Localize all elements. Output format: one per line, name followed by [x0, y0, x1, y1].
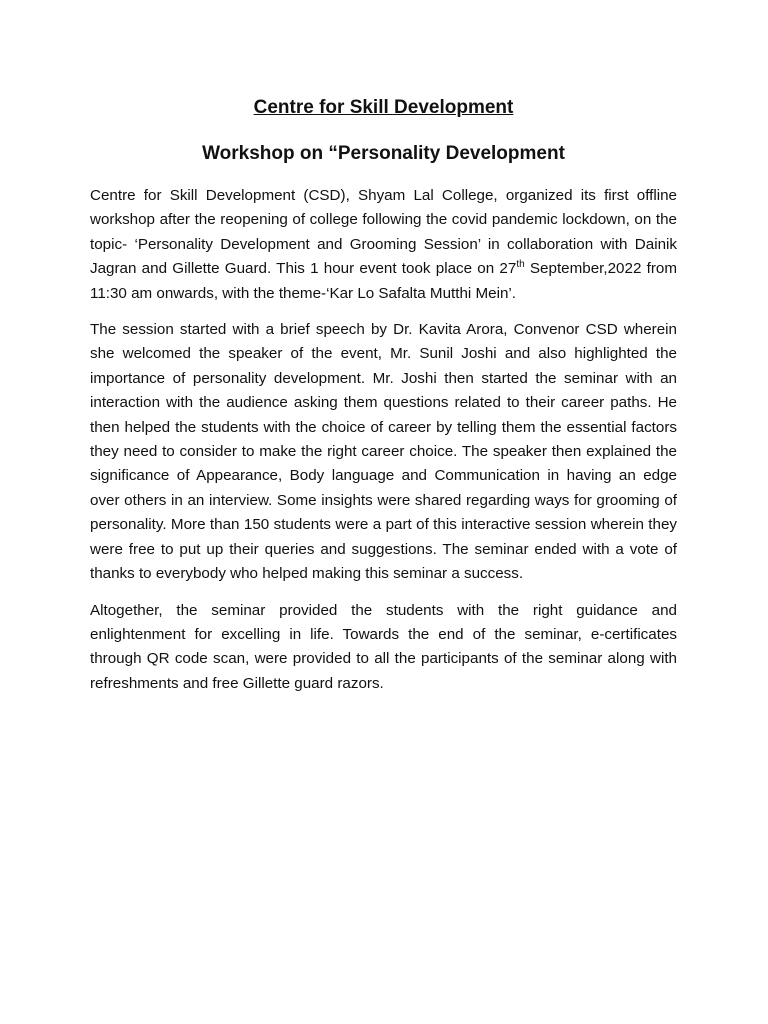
document-header [90, 94, 677, 122]
paragraph-intro-text-after: September,2022 from 11:30 am onwards, with the theme-‘Kar Lo Safalta Mutthi Mein’. [90, 260, 678, 302]
document-title: Workshop on “Personality Development [202, 143, 565, 164]
date-ordinal-suffix: th [516, 259, 525, 271]
paragraph-conclusion: Altogether, the seminar provided the students with the right guidance and enlightenment for excelling in life. Towards the end of the seminar, e-certificates through QR code scan, were provided to all the participants of the seminar along with refreshments and free Gillette guard razors. [90, 601, 677, 692]
paragraph-intro-text: Centre for Skill Development (CSD), Shyam Lal College, organized its first offline workshop after the reopening of college following the covid pandemic lockdown, on the topic- ‘Personality Development and Grooming Session’ in collaboration with Dainik Jagran and Gillette Guard. This 1 hour event took place on 27 [90, 187, 677, 278]
header-text: Centre for Skill Development [253, 97, 514, 118]
document-page [90, 94, 677, 696]
paragraph-session: The session started with a brief speech by Dr. Kavita Arora, Convenor CSD wherein she welcomed the speaker of the event, Mr. Sunil Joshi and also highlighted the importance of personality development. Mr. Joshi then started the seminar with an interaction with the audience asking them questions related to their career paths. He then helped the students with the choice of career by telling them the essential factors they need to consider to make the right career choice. The speaker then explained the significance of Appearance, Body language and Communication in having an edge over others in an interview. Some insights were shared regarding ways for grooming of personality. More than 150 students were a part of this interactive session wherein they were free to put up their queries and suggestions. The seminar ended with a vote of thanks to everybody who helped making this seminar a success. [90, 321, 677, 583]
paragraph-intro [90, 184, 677, 306]
